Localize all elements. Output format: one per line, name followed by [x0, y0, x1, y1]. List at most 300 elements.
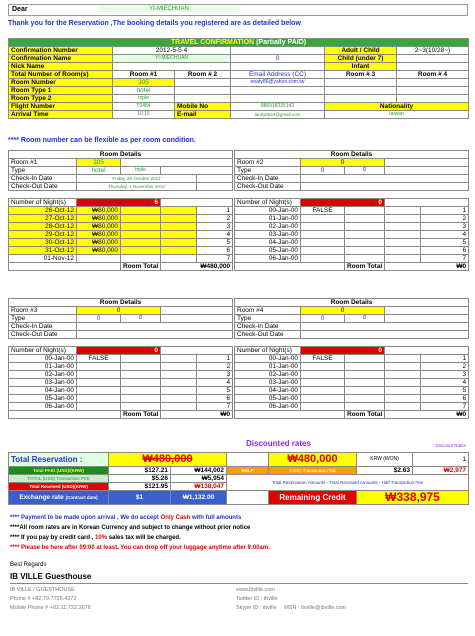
- conf-name: YI-MIECHUAN: [113, 55, 231, 63]
- discount-val: 1: [413, 453, 469, 467]
- paid-krw: ₩144,002: [171, 467, 227, 475]
- room1-total-label: Room Total: [121, 263, 161, 271]
- room2-flag: [301, 239, 345, 247]
- room3-night-row: [9, 387, 233, 395]
- room4-details-hdr: Room Details: [235, 299, 469, 307]
- note-3: [10, 533, 270, 543]
- skype-msn: [236, 604, 346, 613]
- room4-idx: 7: [421, 403, 469, 411]
- room3-nights: 0: [77, 347, 161, 355]
- room3-details-hdr: Room Details: [9, 299, 233, 307]
- room2-night-row: [235, 207, 469, 215]
- half-usd: $2.63: [357, 467, 413, 475]
- room2-night-row: [235, 247, 469, 255]
- room4-flag: [301, 379, 345, 387]
- room-type2-label: Room Type 2: [9, 95, 113, 103]
- room4-spacer: [345, 403, 385, 411]
- email-cc-label: Email Address (CC): [231, 71, 325, 79]
- confirmation-table: [8, 38, 469, 119]
- room3-flag: [77, 379, 121, 387]
- room2-title: Room #2: [235, 159, 301, 167]
- room4-checkin-label: Check-In Date: [235, 323, 301, 331]
- room4-spacer2: [385, 363, 421, 371]
- adult-child: 2~3(10/28~): [397, 47, 469, 55]
- room1-checkout: Thursday, 1 November 2012: [77, 183, 197, 191]
- room4-total: ₩0: [385, 411, 469, 419]
- room3-spacer: [121, 355, 161, 363]
- room3-nights-label: Number of Night(s): [9, 347, 77, 355]
- nationality-label: Nationality: [325, 103, 469, 111]
- room2-spacer: [345, 247, 385, 255]
- room2-spacer2: [385, 215, 421, 223]
- room2-nights-label: Number of Night(s): [235, 199, 301, 207]
- room2-date: 03-Jan-00: [235, 231, 301, 239]
- room3-total: ₩0: [161, 411, 233, 419]
- infant-label: Infant: [325, 63, 397, 71]
- room4-date: 04-Jan-00: [235, 387, 301, 395]
- room2-spacer2: [385, 239, 421, 247]
- room2-spacer: [345, 207, 385, 215]
- room3-spacer: [121, 379, 161, 387]
- room3-idx: 6: [197, 395, 233, 403]
- room3-spacer: [121, 371, 161, 379]
- room3-idx: 5: [197, 387, 233, 395]
- footer-right: [236, 586, 346, 613]
- room1-date: 29-Oct-12: [9, 231, 77, 239]
- arrival-label: Arrival Time: [9, 111, 113, 119]
- room1-date: 26-Oct-12: [9, 207, 77, 215]
- credit-label: Remaining Credit: [269, 491, 357, 505]
- room1-date: 31-Oct-12: [9, 247, 77, 255]
- room4-flag: FALSE: [301, 355, 345, 363]
- room2-night-row: [235, 239, 469, 247]
- note-3c: sales tax will be charged.: [107, 535, 181, 541]
- room-number: 305: [113, 79, 175, 87]
- room2-idx: 5: [421, 239, 469, 247]
- room4-type2: 0: [345, 315, 385, 323]
- room1-spacer2: [161, 231, 197, 239]
- room4-spacer2: [385, 395, 421, 403]
- room1-type-label: Type: [9, 167, 77, 175]
- room4-checkout-label: Check-Out Date: [235, 331, 301, 339]
- room4-idx: 1: [421, 355, 469, 363]
- room1-night-row: [9, 231, 233, 239]
- room3-night-row: [9, 371, 233, 379]
- footer-l2: Phone # +82.70.7725.4372: [10, 596, 77, 602]
- email-label: E-mail: [175, 111, 231, 119]
- room4-type: 0: [301, 315, 345, 323]
- room4-nights: 0: [301, 347, 385, 355]
- room4-night-row: [235, 371, 469, 379]
- room1-spacer2: [161, 255, 197, 263]
- room3-date: 00-Jan-00: [9, 355, 77, 363]
- room1-idx: 3: [197, 223, 233, 231]
- room3-flag: [77, 395, 121, 403]
- room2-flag: FALSE: [301, 207, 345, 215]
- room4-date: 05-Jan-00: [235, 395, 301, 403]
- footer-left: [10, 586, 91, 613]
- room4-idx: 5: [421, 387, 469, 395]
- room3-idx: 2: [197, 363, 233, 371]
- room3-type-label: Type: [9, 315, 77, 323]
- credit: ₩338,975: [357, 491, 469, 505]
- adult-child-label: Adult / Child: [325, 47, 397, 55]
- room4-idx: 3: [421, 371, 469, 379]
- room3-hdr: Room # 3: [325, 71, 397, 79]
- note-3b: 10%: [95, 535, 108, 541]
- room1-idx: 2: [197, 215, 233, 223]
- room2-idx: 3: [421, 223, 469, 231]
- room3-flag: FALSE: [77, 355, 121, 363]
- room2-flag: [301, 231, 345, 239]
- room2-date: 01-Jan-00: [235, 215, 301, 223]
- room2-checkin-label: Check-In Date: [235, 175, 301, 183]
- room4-night-row: [235, 379, 469, 387]
- website-link[interactable]: www.ibville.com: [236, 587, 275, 593]
- room2-num: 0: [301, 159, 385, 167]
- room3-idx: 1: [197, 355, 233, 363]
- room1-date: 01-Nov-12: [9, 255, 77, 263]
- room1-date: 30-Oct-12: [9, 239, 77, 247]
- room3-checkout-label: Check-Out Date: [9, 331, 77, 339]
- fx-label: [9, 491, 109, 505]
- room1-night-row: [9, 215, 233, 223]
- room3-checkin-label: Check-In Date: [9, 323, 77, 331]
- room4-nights-label: Number of Night(s): [235, 347, 301, 355]
- room1-table: [8, 150, 233, 271]
- room3-night-row: [9, 355, 233, 363]
- room2-spacer2: [385, 223, 421, 231]
- room2-spacer2: [385, 231, 421, 239]
- room2-date: 00-Jan-00: [235, 207, 301, 215]
- room4-flag: [301, 387, 345, 395]
- room4-type-label: Type: [235, 315, 301, 323]
- room3-spacer2: [161, 387, 197, 395]
- room3-flag: [77, 371, 121, 379]
- room1-checkin-label: Check-In Date: [9, 175, 77, 183]
- footer-l1: IB VILLE / GUESTHOUSE: [10, 587, 75, 593]
- room1-idx: 4: [197, 231, 233, 239]
- room3-flag: [77, 363, 121, 371]
- room2-date: 02-Jan-00: [235, 223, 301, 231]
- room2-spacer: [345, 215, 385, 223]
- room3-spacer: [121, 403, 161, 411]
- recv-krw: ₩138,047: [171, 483, 227, 491]
- room1-rate: ₩80,000: [77, 247, 121, 255]
- room1-idx: 7: [197, 255, 233, 263]
- room4-flag: [301, 363, 345, 371]
- tra-label: Total Reservation Amounts - Total Received Amounts - Half Transaction Fee: [227, 475, 469, 491]
- room2-type: 0: [301, 167, 345, 175]
- room3-spacer2: [161, 363, 197, 371]
- room2-flag: [301, 247, 345, 255]
- usd-fee-label: TOTAL (USD) Transaction FEE: [9, 475, 109, 483]
- usd-fee-krw: ₩5,954: [171, 475, 227, 483]
- room1-spacer: [121, 215, 161, 223]
- room3-spacer2: [161, 355, 197, 363]
- room1-idx: 6: [197, 247, 233, 255]
- room2-spacer2: [385, 255, 421, 263]
- room2-idx: 7: [421, 255, 469, 263]
- room1-rate: ₩80,000: [77, 223, 121, 231]
- note-4: [10, 543, 270, 553]
- note-1: [10, 513, 270, 523]
- note-3a: **** If you pay by credit card ,: [10, 535, 96, 541]
- room4-spacer2: [385, 379, 421, 387]
- room4-idx: 6: [421, 395, 469, 403]
- room-type1-label: Room Type 1: [9, 87, 113, 95]
- room2-idx: 2: [421, 215, 469, 223]
- room3-flag: [77, 403, 121, 411]
- room4-spacer: [345, 355, 385, 363]
- room4-spacer2: [385, 403, 421, 411]
- total-rooms-label: Total Number of Room(s): [9, 71, 113, 79]
- room3-date: 05-Jan-00: [9, 395, 77, 403]
- room3-idx: 7: [197, 403, 233, 411]
- banner-title: TRAVEL CONFIRMATION: [170, 39, 255, 46]
- paid-label: Total PAID (USD)/(KRW): [9, 467, 109, 475]
- room2-nights: 0: [301, 199, 385, 207]
- discounted-rates-label: Discounted rates: [246, 439, 311, 448]
- room1-checkin: Friday, 26 October 2012: [77, 175, 197, 183]
- room4-spacer2: [385, 355, 421, 363]
- krw-won: KRW (WON): [357, 453, 413, 467]
- room3-night-row: [9, 363, 233, 371]
- room2-flag: [301, 223, 345, 231]
- room2-hdr: Room # 2: [175, 71, 231, 79]
- room3-spacer: [121, 387, 161, 395]
- room3-night-row: [9, 403, 233, 411]
- note-4b: You can drop off your luggage anytime after 9:00am.: [120, 545, 270, 551]
- conf-name-label: Confirmation Name: [9, 55, 113, 63]
- room4-total-label: Room Total: [345, 411, 385, 419]
- room4-night-row: [235, 387, 469, 395]
- room2-flag: [301, 255, 345, 263]
- email-cc: enaty86@yahoo.com.tw: [231, 79, 325, 87]
- room2-date: 06-Jan-00: [235, 255, 301, 263]
- room3-spacer2: [161, 371, 197, 379]
- discount-rate-label: Discount Rates: [435, 443, 466, 448]
- room4-flag: [301, 395, 345, 403]
- half-krw: ₩2,977: [413, 467, 469, 475]
- room1-night-row: [9, 223, 233, 231]
- room1-nights: 6: [77, 199, 161, 207]
- room1-spacer: [121, 255, 161, 263]
- room4-title: Room #4: [235, 307, 301, 315]
- flight-label: Flight Number: [9, 103, 113, 111]
- room4-flag: [301, 371, 345, 379]
- total-res-label: Total Reservation :: [9, 453, 109, 467]
- fx-contract: (Contract date): [65, 495, 98, 500]
- room2-spacer: [345, 223, 385, 231]
- room3-date: 04-Jan-00: [9, 387, 77, 395]
- room2-night-row: [235, 223, 469, 231]
- room3-night-row: [9, 379, 233, 387]
- room4-flag: [301, 403, 345, 411]
- room4-spacer: [345, 379, 385, 387]
- room1-spacer2: [161, 215, 197, 223]
- room3-idx: 4: [197, 379, 233, 387]
- room4-date: 06-Jan-00: [235, 403, 301, 411]
- room1-nights-label: Number of Night(s): [9, 199, 77, 207]
- half-label: HALF: [227, 467, 269, 475]
- conf-num: 2012-5-5 4: [113, 47, 231, 55]
- room2-total: ₩0: [385, 263, 469, 271]
- fx-usd: $1: [109, 491, 171, 505]
- room-note: **** Room number can be flexible as per room condition.: [8, 137, 196, 144]
- room4-date: 01-Jan-00: [235, 363, 301, 371]
- room1-night-row: [9, 207, 233, 215]
- room4-table: [234, 298, 469, 419]
- room3-total-label: Room Total: [121, 411, 161, 419]
- room3-night-row: [9, 395, 233, 403]
- room3-date: 01-Jan-00: [9, 363, 77, 371]
- room4-idx: 4: [421, 379, 469, 387]
- room3-type: 0: [77, 315, 121, 323]
- mobile-label: Mobile No: [175, 103, 231, 111]
- room1-spacer2: [161, 239, 197, 247]
- room3-spacer: [121, 363, 161, 371]
- room2-type2: 0: [345, 167, 385, 175]
- room-type2: triple: [113, 95, 175, 103]
- fx-label-text: Exchange rate: [19, 494, 64, 501]
- room1-spacer: [121, 247, 161, 255]
- notes: [10, 513, 270, 553]
- room3-spacer2: [161, 403, 197, 411]
- room4-spacer2: [385, 371, 421, 379]
- note-2: ****All room rates are in Korean Currency and subject to change without prior notice: [10, 525, 251, 531]
- room1-rate: ₩80,000: [77, 231, 121, 239]
- room1-spacer2: [161, 223, 197, 231]
- arrival: 16:15: [113, 111, 175, 119]
- room1-checkout-label: Check-Out Date: [9, 183, 77, 191]
- room1-type: hotel: [77, 167, 121, 175]
- summary-table: [8, 452, 469, 505]
- child7-label: Child (under 7): [325, 55, 397, 63]
- footer-divider: [10, 583, 468, 584]
- room2-idx: 4: [421, 231, 469, 239]
- conf-num-label: Confirmation Number: [9, 47, 113, 55]
- room-number-label: Room Number: [9, 79, 113, 87]
- room2-date: 05-Jan-00: [235, 247, 301, 255]
- room1-total: ₩480,000: [161, 263, 233, 271]
- note-1c: with full amounts: [190, 515, 242, 521]
- regards: Best Regards: [10, 562, 47, 568]
- room1-rate: ₩80,000: [77, 239, 121, 247]
- room2-flag: [301, 215, 345, 223]
- room3-table: [8, 298, 233, 419]
- room3-num: 0: [77, 307, 161, 315]
- room1-spacer: [121, 223, 161, 231]
- room4-night-row: [235, 403, 469, 411]
- paid-usd: $127.21: [109, 467, 171, 475]
- total-res-disc: ₩480,000: [269, 453, 357, 467]
- room4-hdr: Room # 4: [397, 71, 469, 79]
- room1-num: 305: [77, 159, 121, 167]
- room2-date: 04-Jan-00: [235, 239, 301, 247]
- room-type1: hotel: [113, 87, 175, 95]
- room1-type2: triple: [121, 167, 161, 175]
- room2-night-row: [235, 215, 469, 223]
- room1-spacer: [121, 207, 161, 215]
- room2-spacer: [345, 255, 385, 263]
- msn-id[interactable]: MSN : ibville@ibville.com: [284, 605, 347, 611]
- room4-date: 03-Jan-00: [235, 379, 301, 387]
- total-res: ₩480,000: [109, 453, 227, 467]
- room1-night-row: [9, 247, 233, 255]
- room1-spacer2: [161, 207, 197, 215]
- room4-idx: 2: [421, 363, 469, 371]
- thanks-text: Thank you for the Reservation ,The booking details you registered are as detailed below: [8, 20, 301, 27]
- room3-date: 03-Jan-00: [9, 379, 77, 387]
- room2-type-label: Type: [235, 167, 301, 175]
- room2-total-label: Room Total: [345, 263, 385, 271]
- guesthouse-name: IB VILLE Guesthouse: [10, 572, 92, 581]
- note-1a: **** Payment to be made upon arrival , We do accept: [10, 515, 161, 521]
- room3-title: Room #3: [9, 307, 77, 315]
- room1-date: 27-Oct-12: [9, 215, 77, 223]
- room4-num: 0: [301, 307, 385, 315]
- room3-flag: [77, 387, 121, 395]
- room4-date: 00-Jan-00: [235, 355, 301, 363]
- mobile: 886918235142: [231, 103, 325, 111]
- dear-label: Dear: [12, 6, 28, 13]
- child7-val: 0: [231, 55, 325, 63]
- room1-date: 28-Oct-12: [9, 223, 77, 231]
- dear-row: [8, 4, 468, 16]
- room4-spacer: [345, 371, 385, 379]
- skype-id: Skype ID : ibville: [236, 605, 277, 611]
- room4-night-row: [235, 355, 469, 363]
- half-fee-label: (USD) Transaction FEE: [269, 467, 357, 475]
- email: landy0523@gmail.com: [231, 111, 325, 119]
- room1-rate: ₩80,000: [77, 215, 121, 223]
- room1-title: Room #1: [9, 159, 77, 167]
- room3-spacer2: [161, 379, 197, 387]
- note-1b: Only Cash: [160, 515, 191, 521]
- note-4a: **** Please be here after 09:00 at least,: [10, 545, 121, 551]
- room1-spacer2: [161, 247, 197, 255]
- room4-spacer: [345, 363, 385, 371]
- usd-fee: $5.26: [109, 475, 171, 483]
- recv-usd: $121.95: [109, 483, 171, 491]
- footer-l3: Mobile Phone # +82.11.722.3676: [10, 605, 91, 611]
- room1-hdr: Room #1: [113, 71, 175, 79]
- room2-details-hdr: Room Details: [235, 151, 469, 159]
- room1-rate: ₩80,000: [77, 207, 121, 215]
- room4-date: 02-Jan-00: [235, 371, 301, 379]
- recv-label: Total Received (USD)(KRW): [9, 483, 109, 491]
- room3-spacer2: [161, 395, 197, 403]
- room1-idx: 5: [197, 239, 233, 247]
- room2-spacer: [345, 231, 385, 239]
- room2-checkout-label: Check-Out Date: [235, 183, 301, 191]
- room1-rate: [77, 255, 121, 263]
- room1-details-hdr: Room Details: [9, 151, 233, 159]
- room3-type2: 0: [121, 315, 161, 323]
- fx-krw: ₩1,132.00: [171, 491, 227, 505]
- nationality: taiwan: [325, 111, 469, 119]
- twitter-id: Twitter ID : ibville: [236, 596, 278, 602]
- room3-idx: 3: [197, 371, 233, 379]
- room4-night-row: [235, 363, 469, 371]
- flight: T0484: [113, 103, 175, 111]
- banner-status: (Partially PAID): [256, 39, 307, 46]
- room2-night-row: [235, 231, 469, 239]
- room2-idx: 1: [421, 207, 469, 215]
- room2-spacer2: [385, 247, 421, 255]
- nick-label: Nick Name: [9, 63, 113, 71]
